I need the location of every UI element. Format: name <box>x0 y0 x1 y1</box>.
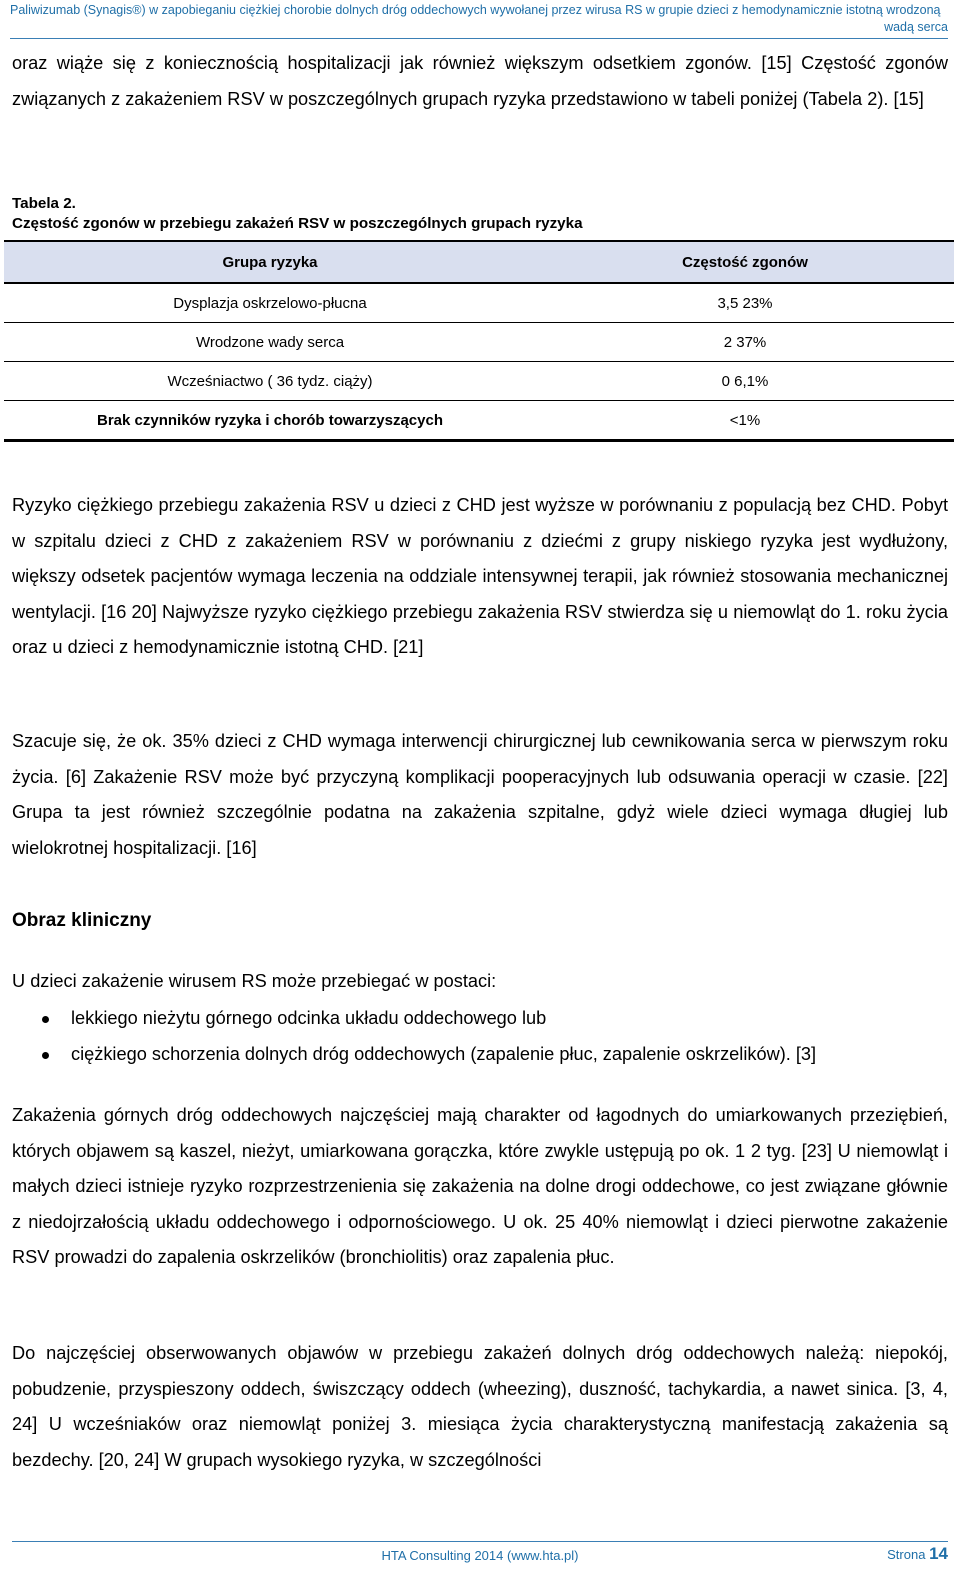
table-cell: Wcześniactwo ( 36 tydz. ciąży) <box>4 362 536 401</box>
paragraph-intro: oraz wiąże się z koniecznością hospitalizacji jak również większym odsetkiem zgonów. [15] Częstość zgonów związanych z zakażeniem RSV w poszczególnych grupach ryzyka przedstawiono w tabeli poniżej (Tabela 2). [15] <box>12 53 948 109</box>
table-row <box>4 283 954 323</box>
header-title-cont: wadą serca <box>884 20 948 34</box>
header-title: Paliwizumab (Synagis®) w zapobieganiu ciężkiej chorobie dolnych dróg oddechowych wywołanej przez wirusa RS w grupie dzieci z hemodynamicznie istotną wrodzoną <box>10 3 941 17</box>
paragraph-forms: U dzieci zakażenie wirusem RS może przebiegać w postaci: <box>12 971 497 991</box>
table-label: Tabela 2. <box>12 195 76 212</box>
paragraph-surgery: Szacuje się, że ok. 35% dzieci z CHD wymaga interwencji chirurgicznej lub cewnikowania serca w pierwszym roku życia. [6] Zakażenie RSV może być przyczyną komplikacji pooperacyjnych lub odsuwania operacji w czasie. [22] Grupa ta jest również szczególnie podatna na zakażenia szpitalne, gdyż wiele dzieci wymaga długiej lub wielokrotnej hospitalizacji. [16] <box>12 731 948 858</box>
list-item-text: ciężkiego schorzenia dolnych dróg oddechowych (zapalenie płuc, zapalenie oskrzelików). [3] <box>71 1043 817 1064</box>
table-caption <box>12 194 583 234</box>
page-header <box>10 2 948 39</box>
page-number-value: 14 <box>929 1544 948 1563</box>
table-header-rate: Częstość zgonów <box>536 241 954 283</box>
bullet-list <box>12 1001 948 1072</box>
table-cell: <1% <box>536 401 954 441</box>
bullet-icon <box>42 1052 49 1059</box>
page-footer <box>12 1541 948 1566</box>
table-cell: Wrodzone wady serca <box>4 323 536 362</box>
table-row <box>4 323 954 362</box>
table-header-group: Grupa ryzyka <box>4 241 536 283</box>
list-item <box>12 1001 948 1037</box>
paragraph-upper-airways: Zakażenia górnych dróg oddechowych najczęściej mają charakter od łagodnych do umiarkowanych przeziębień, których objawem są kaszel, nieżyt, umiarkowana gorączka, które zwykle ustępują po ok. 1 2 tyg. [23] U niemowląt i małych dzieci istnieje ryzyko rozprzestrzenienia się zakażenia na dolne drogi oddechowe, co jest związane głównie z niedojrzałością układu oddechowego i odpornościowego. U ok. 25 40% niemowląt i dzieci pierwotne zakażenie RSV prowadzi do zapalenia oskrzelików (bronchiolitis) oraz zapalenia płuc. <box>12 1105 948 1267</box>
bullet-icon <box>42 1016 49 1023</box>
page-label: Strona <box>887 1547 926 1562</box>
table-cell: 3,5 23% <box>536 283 954 323</box>
table-header-row <box>4 241 954 283</box>
table-cell: 2 37% <box>536 323 954 362</box>
table-title: Częstość zgonów w przebiegu zakażeń RSV w poszczególnych grupach ryzyka <box>12 215 583 232</box>
table-row <box>4 362 954 401</box>
table-row <box>4 401 954 441</box>
paragraph-symptoms: Do najczęściej obserwowanych objawów w przebiegu zakażeń dolnych dróg oddechowych należą: niepokój, pobudzenie, przyspieszony oddech, świszczący oddech (wheezing), duszność, tachykardia, a nawet sinica. [3, 4, 24] U wcześniaków oraz niemowląt poniżej 3. miesiąca życia charakterystyczną manifestacją zakażenia są bezdechy. [20, 24] W grupach wysokiego ryzyka, w szczególności <box>12 1343 948 1470</box>
footer-company: HTA Consulting 2014 (www.hta.pl) <box>381 1548 579 1563</box>
table-cell: Brak czynników ryzyka i chorób towarzyszących <box>4 401 536 441</box>
table-cell: 0 6,1% <box>536 362 954 401</box>
section-title: Obraz kliniczny <box>12 910 152 931</box>
list-item <box>12 1037 948 1073</box>
list-item-text: lekkiego nieżytu górnego odcinka układu oddechowego lub <box>71 1008 547 1028</box>
page-number <box>887 1544 948 1564</box>
table-cell: Dysplazja oskrzelowo-płucna <box>4 283 536 323</box>
mortality-table <box>4 240 954 442</box>
paragraph-chd-risk: Ryzyko ciężkiego przebiegu zakażenia RSV u dzieci z CHD jest wyższe w porównaniu z populacją bez CHD. Pobyt w szpitalu dzieci z CHD z zakażeniem RSV w porównaniu z dziećmi z grupy niskiego ryzyka jest wydłużony, większy odsetek pacjentów wymaga leczenia na oddziale intensywnej terapii, jak również stosowania mechanicznej wentylacji. [16 20] Najwyższe ryzyko ciężkiego przebiegu zakażenia RSV stwierdza się u niemowląt do 1. roku życia oraz u dzieci z hemodynamicznie istotną CHD. [21] <box>12 495 948 657</box>
